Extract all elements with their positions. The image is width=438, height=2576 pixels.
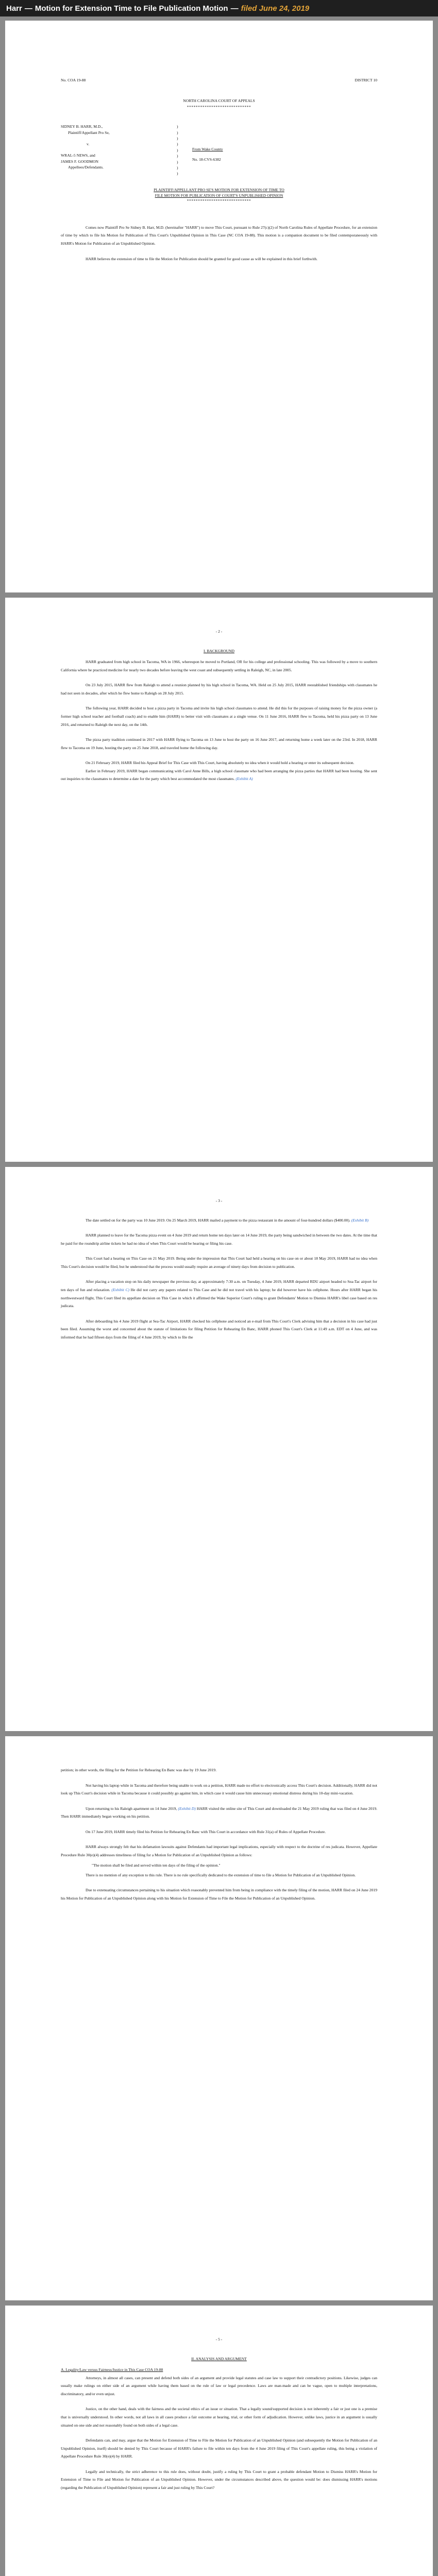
paren: ) <box>177 142 178 147</box>
motion-title <box>61 187 377 198</box>
stars-divider-2: ***************************** <box>187 198 251 203</box>
document-page-1 <box>5 21 433 592</box>
caption-line <box>61 147 177 152</box>
from-county: From Wake County <box>192 147 223 152</box>
paren: ) <box>177 154 178 159</box>
document-page-3 <box>5 1167 433 1731</box>
document-page-4 <box>5 1736 433 2300</box>
subsection-heading: A. Legality/Law versus Fairness/Justice in This Case COA 19-88 <box>61 2367 163 2372</box>
paragraph: HARR graduated from high school in Tacoma, WA in 1966, whereupon he moved to Portland, OR for his college and professional schooling. This was followed by a move to southern California where he practiced medicine for nearly two decades before leaving the west coast and subsequently settling in Raleigh, NC, in late 2005. <box>61 659 377 672</box>
paragraph: This Court had a hearing on This Case on 21 May 2019. Being under the impression that This Court had held a hearing on his case on or about 18 May 2019, HARR had no idea when This Court's decision would be filed, but he understood that the process would usually require an average of ninety days from decision to publication. <box>61 1256 377 1269</box>
caption-line: v. <box>87 142 90 147</box>
caption-line: Appellees/Defendants. <box>68 165 104 170</box>
paragraph-text: Earlier in February 2019, HARR began communicating with Carol Anne Bills, a high school classmate who had been arranging the pizza parties that HARR had been hosting. She sent out inquiries to the classmates to determine a date for the party which best accommodated the most classmates. <box>61 768 377 782</box>
paragraph-text: The date settled on for the party was 10 June 2019. On 25 March 2019, HARR mailed a payment to the pizza restaurant in the amount of four-hundred dollars ($400.00). <box>86 1217 350 1223</box>
case-header <box>61 76 377 84</box>
caption-line: Plaintiff/Appellant Pro Se, <box>68 130 110 135</box>
paragraph: Legally and technically, the strict adherence to this rule does, without doubt, justify a ruling by This Court to grant a probable defendant Motion to Dismiss HARR's Motion for Extension of Time to File and Motion for Publication of an Unpublished Opinion. However, under the circumstances described above, the question would be: does dismissing HARR's motions (regarding the Publication of Unpublished Opinion) represent a fair and just ruling by This Court? <box>61 2469 377 2490</box>
caption-line: JAMES F. GOODMON <box>61 159 99 164</box>
paragraph: HARR planned to leave for the Tacoma pizza event on 4 June 2019 and return home ten days later on 14 June 2019, the party being sandwiched in between the two dates. At the time that he paid for the roundtrip airline tickets he had no idea of when This Court would be hearing or filing his case. <box>61 1233 377 1246</box>
heading-text: I. BACKGROUND <box>204 648 234 653</box>
stars-divider: ***************************** <box>187 105 251 110</box>
heading-text: II. ANALYSIS AND ARGUMENT <box>191 2356 247 2361</box>
titlebar-separator: — <box>24 4 32 13</box>
motion-title-line-1: PLAINTIFF/APPELLANT PRO SE'S MOTION FOR EXTENSION OF TIME TO <box>154 187 284 192</box>
case-caption <box>61 124 377 177</box>
caption-parties <box>61 124 177 177</box>
paragraph: Attorneys, in almost all cases, can present and defend both sides of an argument and provide legal statutes and case law to support their contradictory positions. Likewise, judges can usually make rulings on either side of an argument while having them based on the rule of law or legal precedence. Laws are man-made and can be vague, open to multiple interpretations, discriminatory, and/or even unjust. <box>61 2375 377 2396</box>
paren: ) <box>177 171 178 176</box>
section-heading <box>61 2355 377 2363</box>
paragraph: Not having his laptop while in Tacoma and therefore being unable to work on a petition, HARR made no effort to electronically access This Court's decision. Additionally, HARR did not look up This Court's decision while in Tacoma because it could possibly go against him, in which case it would cause him unnecessary emotional distress during his 10-day mini-vacation. <box>61 1783 377 1796</box>
paragraph: HARR believes the extension of time to file the Motion for Publication should be granted for good cause as will be explained in this brief forthwith. <box>86 256 318 261</box>
paren: ) <box>177 159 178 164</box>
paren: ) <box>177 165 178 170</box>
titlebar-filed-date: filed June 24, 2019 <box>241 4 310 13</box>
paragraph: On 23 July 2015, HARR flew from Raleigh to attend a reunion planned by his high school in Tacoma, WA. Held on 25 July 2015, HARR reestablished friendships with classmates he had not seen in decades, after which he flew home to Raleigh on 28 July 2015. <box>61 683 377 696</box>
paragraph-text: HARR visited the online site of This Court and downloaded the 21 May 2019 ruling that was filed on 4 June 2019. Then HARR immediately began working on his petition. <box>61 1806 378 1819</box>
titlebar-case: Harr <box>6 4 22 13</box>
caption-line: WRAL-5 NEWS, and <box>61 153 95 158</box>
paragraph <box>61 767 377 783</box>
paragraph <box>61 1278 377 1310</box>
page-number: - 2 - <box>215 629 223 634</box>
exhibit-link[interactable]: (Exhibit A) <box>235 776 253 782</box>
paragraph <box>61 1216 377 1225</box>
document-titlebar <box>0 0 438 16</box>
caption-line <box>61 135 177 141</box>
paragraph: After deboarding his 4 June 2019 flight at Sea-Tac Airport, HARR checked his cellphone and noticed an e-mail from This Court's Clerk advising him that a decision in his case had just been filed. Assuming the worst and concerned about the statute of limitations for filing Petition for Rehearing En Banc, HARR phoned This Court's Clerk at 11:49 a.m. EDT on 4 June, and was informed that he had fifteen days from the filing of 4 June 2019, by which to file the <box>61 1318 377 1340</box>
paragraph: Justice, on the other hand, deals with the fairness and the societal ethics of an issue or situation. That a legally sound/supported decision is not inherently a fair or just one is a premise that is universally understood. In other words, not all laws in all cases produce a fair outcome at hearing, trial, or other form of adjudication. However, unlike laws, justice in an argument is usually situated on one side and not reasonably found on both sides of a legal case. <box>61 2406 377 2428</box>
paragraph: HARR always strongly felt that his defamation lawsuits against Defendants had important legal implications, especially with respect to the doctrine of res judicata. However, Appellate Procedure Rule 30(e)(4) addresses timeliness of filing for a Motion for Publication of an Unpublished Opinion as follows: <box>61 1844 377 1857</box>
paragraph-text: He did not carry any papers related to This Case and he did not travel with his laptop; he did however have his cellphone. Hours after HARR began his northwestward flight, This Court filed its appellate decision on This Case in which it affirmed the Wake Superior Court's ruling to grant Defendants' Motion to Dismiss HARR's libel case based on res judicata. <box>61 1287 377 1309</box>
court-name: NORTH CAROLINA COURT OF APPEALS <box>183 98 255 103</box>
paragraph: petition; in other words, the filing for the Petition for Rehearing En Banc was due by 19 June 2019. <box>61 1768 217 1772</box>
paragraph: On 17 June 2019, HARR timely filed his Petition for Rehearing En Banc with This Court in accordance with Rule 31(a) of Rules of Appellate Procedure. <box>86 1829 326 1834</box>
paragraph: Due to extenuating circumstances pertaining to his situation which reasonably prevented him from being in compliance with the timely filing of the motion, HARR filed on 24 June 2019 his Motion for Publication of an Unpublished Opinion along with his Motion for Extension of Time to File the Motion for Publication of an Unpublished Opinion. <box>61 1888 377 1901</box>
block-quote: "The motion shall be filed and served within ten days of the filing of the opinion." <box>92 1862 221 1868</box>
caption-county <box>192 124 223 177</box>
county-case-number: No. 18-CVS-6382 <box>192 157 221 162</box>
page-number: - 3 - <box>215 1198 223 1203</box>
paragraph-text: Upon returning to his Raleigh apartment on 14 June 2019, <box>86 1806 177 1811</box>
paragraph <box>61 1805 377 1821</box>
paren: ) <box>177 147 178 152</box>
titlebar-separator-2: — <box>230 4 239 13</box>
caption-parens <box>177 124 192 177</box>
case-number: No. COA 19-88 <box>61 78 86 82</box>
paragraph: Comes now Plaintiff Pro Se Sidney B. Harr, M.D. (hereinafter "HARR") to move This Court, pursuant to Rule 27(c)(2) of North Carolina Rules of Appellate Procedure, for an extension of time by which to file his Motion for Publication of This Court's Unpublished Opinion in This Case (NC COA 19-88). This motion is a companion document to be filed contemporaneously with HARR's Motion for Publication of an Unpublished Opinion. <box>61 225 377 246</box>
page-number: - 5 - <box>215 2337 223 2342</box>
paragraph: The following year, HARR decided to host a pizza party in Tacoma and invite his high school classmates to attend. He did this for the purposes of raising money for the pizza owner (a former high school teacher and football coach) and to enable him (HARR) to better visit with classmates at a single venue. On 11 June 2016, HARR flew to Tacoma, held his pizza party on 13 June 2016, and returned to Raleigh the next day, on the 14th. <box>61 706 377 727</box>
document-page-2 <box>5 598 433 1162</box>
paragraph: The pizza party tradition continued in 2017 with HARR flying to Tacoma on 13 June to host the party on 16 June 2017, and returning home a week later on the 23rd. In 2018, HARR flew to Tacoma on 19 June, hosting the party on 25 June 2018, and traveled home the following day. <box>61 737 377 750</box>
paragraph: There is no mention of any exception to this rule. There is no rule specifically dedicated to the extension of time to file a Motion for Publication of an Unpublished Opinion. <box>86 1872 356 1877</box>
paren: ) <box>177 124 178 129</box>
exhibit-link[interactable]: (Exhibit B) <box>351 1217 369 1223</box>
caption-line: SIDNEY B. HARR, M.D., <box>61 124 103 129</box>
motion-title-line-2: FILE MOTION FOR PUBLICATION OF COURT'S UNPUBLISHED OPINION <box>155 193 283 198</box>
paragraph: Defendants can, and may, argue that the Motion for Extension of Time to File the Motion for Publication of an Unpublished Opinion (and subsequently the Motion for Publication of an Unpublished Opinion, itself) should be denied by This Court because of HARR's failure to file within ten days from the 4 June 2019 filing of This Court's appellate ruling, this being a violation of Appellate Procedure Rule 30(e)(4) by HARR. <box>61 2438 377 2459</box>
exhibit-link[interactable]: (Exhibit C) <box>111 1287 130 1292</box>
paragraph: On 21 February 2019, HARR filed his Appeal Brief for This Case with This Court, having absolutely no idea when it would hold a hearing or enter its subsequent decision. <box>86 760 355 766</box>
paragraph-text: After placing a vacation stop on his daily newspaper the previous day, at approximately 7:30 a.m. on Tuesday, 4 June 2019, HARR departed RDU airport headed to Sea-Tac airport for ten days of fun and relaxation. <box>61 1279 377 1292</box>
paren: ) <box>177 136 178 141</box>
exhibit-link[interactable]: (Exhibit D) <box>178 1806 196 1811</box>
titlebar-title: Motion for Extension Time to File Publication Motion <box>35 4 228 13</box>
district: DISTRICT 10 <box>355 78 377 82</box>
document-page-5 <box>5 2306 433 2576</box>
section-heading <box>61 647 377 655</box>
paren: ) <box>177 130 178 135</box>
